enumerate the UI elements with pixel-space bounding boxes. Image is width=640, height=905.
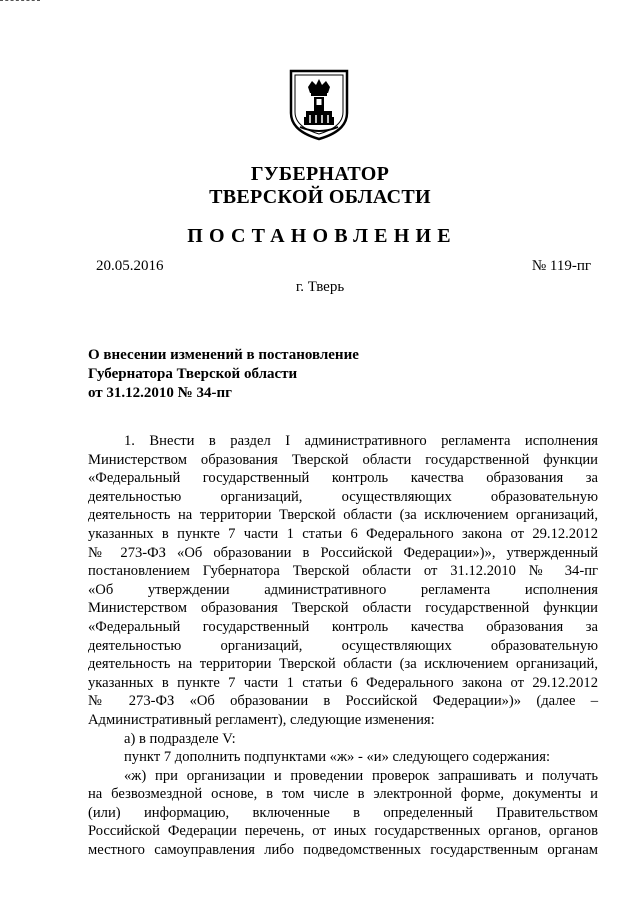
document-city: г. Тверь bbox=[295, 279, 345, 295]
body-line: Административный регламент), следующие изменения: bbox=[88, 711, 435, 728]
document-body bbox=[88, 432, 598, 860]
authority-title-line2: ТВЕРСКОЙ ОБЛАСТИ bbox=[209, 186, 431, 208]
body-line: деятельностью организаций, осуществляющих образовательную bbox=[88, 488, 598, 505]
body-line: 1. Внести в раздел I административного регламента исполнения bbox=[124, 433, 598, 449]
body-line: деятельностью организаций, осуществляющих образовательную bbox=[88, 637, 598, 654]
scan-corner-mark bbox=[0, 0, 40, 3]
subject-line: О внесении изменений в постановление bbox=[88, 347, 359, 363]
subject-line: Губернатора Тверской области bbox=[88, 366, 298, 382]
document-date: 20.05.2016 bbox=[96, 258, 164, 274]
body-line: «ж) при организации и проведении проверок запрашивать и получать bbox=[124, 767, 598, 784]
body-line: «Федеральный государственный контроль качества образования за bbox=[88, 618, 598, 635]
body-line: Российской Федерации перечень, от иных государственных органов, органов bbox=[88, 823, 598, 840]
document-type-title: ПОСТАНОВЛЕНИЕ bbox=[187, 225, 457, 247]
body-line: пункт 7 дополнить подпунктами «ж» - «и» следующего содержания: bbox=[124, 749, 550, 766]
body-line: Министерством образования Тверской области государственной функции bbox=[88, 600, 598, 617]
body-line: деятельность на территории Тверской области (за исключением организаций, bbox=[88, 656, 598, 673]
subject-line: от 31.12.2010 № 34-пг bbox=[88, 385, 232, 401]
body-line: № 273-ФЗ «Об образовании в Российской Федерации»)» (далее – bbox=[88, 693, 598, 710]
body-line: постановлением Губернатора Тверской области от 31.12.2010 № 34-пг bbox=[88, 563, 598, 580]
body-line: «Федеральный государственный контроль качества образования за bbox=[88, 470, 598, 487]
document-subject bbox=[88, 346, 359, 403]
body-line: деятельность на территории Тверской области (за исключением организаций, bbox=[88, 507, 598, 524]
authority-title-line1: ГУБЕРНАТОР bbox=[250, 163, 390, 185]
tver-coat-of-arms-emblem bbox=[288, 69, 350, 141]
document-number: № 119-пг bbox=[531, 258, 591, 274]
body-line: а) в подразделе V: bbox=[124, 730, 236, 747]
body-line: «Об утверждении административного регламента исполнения bbox=[88, 581, 598, 598]
body-line: (или) информацию, включенные в определенный Правительством bbox=[88, 804, 598, 821]
body-line: на безвозмездной основе, в том числе в электронной форме, документы и bbox=[88, 786, 598, 803]
body-line: указанных в пункте 7 части 1 статьи 6 Федерального закона от 29.12.2012 bbox=[88, 674, 598, 691]
body-line: № 273-ФЗ «Об образовании в Российской Федерации»)», утвержденный bbox=[88, 544, 598, 561]
body-line: указанных в пункте 7 части 1 статьи 6 Федерального закона от 29.12.2012 bbox=[88, 525, 598, 542]
body-line: местного самоуправления либо подведомственных государственным органам bbox=[88, 842, 598, 859]
body-line: Министерством образования Тверской области государственной функции bbox=[88, 451, 598, 468]
